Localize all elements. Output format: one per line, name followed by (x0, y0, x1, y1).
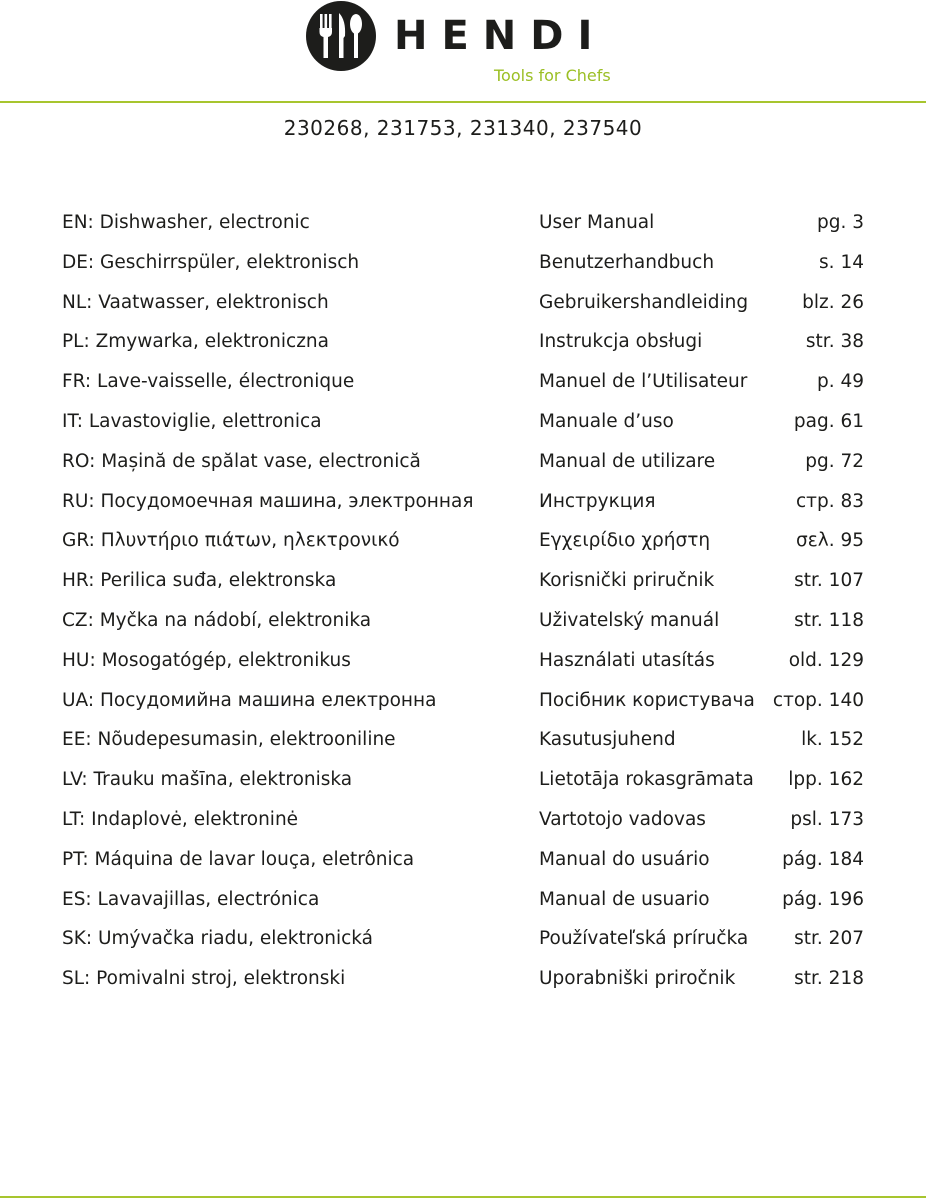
manual-title: Kasutusjuhend (539, 729, 676, 751)
manual-title: Korisnički priručnik (539, 570, 715, 592)
page-reference: s. 14 (819, 251, 864, 273)
product-name: CZ: Myčka na nádobí, elektronika (62, 609, 372, 631)
language-row (0, 523, 926, 563)
product-name: LT: Indaplovė, elektroninė (62, 808, 299, 830)
product-name: NL: Vaatwasser, elektronisch (62, 291, 329, 313)
header-divider (0, 101, 926, 103)
manual-title: Инструкция (539, 490, 656, 512)
product-name: SK: Umývačka riadu, elektronická (62, 928, 374, 950)
page-reference: str. 218 (794, 968, 864, 990)
manual-title: Lietotāja rokasgrāmata (539, 769, 754, 791)
product-name: ES: Lavavajillas, electrónica (62, 888, 320, 910)
model-numbers: 230268, 231753, 231340, 237540 (283, 116, 643, 140)
manual-title: Εγχειρίδιο χρήστη (539, 530, 711, 552)
page-reference: pag. 61 (793, 410, 864, 432)
page-reference: str. 38 (805, 331, 864, 353)
page-reference: str. 207 (794, 928, 864, 950)
brand-tagline: Tools for Chefs (494, 66, 611, 85)
page-reference: str. 107 (794, 570, 864, 592)
product-name: IT: Lavastoviglie, elettronica (62, 410, 322, 432)
manual-title: Uporabniški priročnik (539, 968, 736, 990)
manual-title: Používateľská príručka (539, 928, 749, 950)
language-row (0, 842, 926, 882)
manual-title: Посібник користувача (539, 689, 755, 711)
language-row (0, 444, 926, 484)
language-row (0, 324, 926, 364)
language-row (0, 722, 926, 762)
product-name: DE: Geschirrspüler, elektronisch (62, 251, 360, 273)
footer-divider (0, 1196, 926, 1198)
language-row (0, 484, 926, 524)
product-name: SL: Pomivalni stroj, elektronski (62, 968, 346, 990)
manual-title: Manuel de l’Utilisateur (539, 371, 748, 393)
page-reference: σελ. 95 (796, 530, 864, 552)
manual-title: Benutzerhandbuch (539, 251, 715, 273)
manual-title: Manual de utilizare (539, 450, 716, 472)
page-reference: pg. 72 (805, 450, 864, 472)
page-reference: lpp. 162 (788, 769, 864, 791)
language-row (0, 404, 926, 444)
language-row (0, 245, 926, 285)
product-name: EN: Dishwasher, electronic (62, 212, 310, 233)
product-name: RU: Посудомоечная машина, электронная (62, 490, 474, 512)
language-index (0, 205, 926, 1001)
language-row (0, 603, 926, 643)
manual-title: User Manual (539, 212, 655, 233)
product-name: PT: Máquina de lavar louça, eletrônica (62, 848, 415, 870)
product-name: HU: Mosogatógép, elektronikus (62, 649, 351, 671)
language-row (0, 285, 926, 325)
product-name: LV: Trauku mašīna, elektroniska (62, 769, 353, 791)
page-reference: psl. 173 (790, 808, 864, 830)
manual-title: Instrukcja obsługi (539, 331, 703, 353)
product-name: PL: Zmywarka, elektroniczna (62, 331, 329, 353)
language-row (0, 205, 926, 245)
page-reference: pág. 196 (782, 888, 864, 910)
page-reference: str. 118 (794, 609, 864, 631)
language-row (0, 961, 926, 1001)
manual-title: Manuale d’uso (539, 410, 674, 432)
page-reference: old. 129 (788, 649, 864, 671)
manual-title: Manual de usuario (539, 888, 710, 910)
page-reference: стор. 140 (772, 689, 864, 711)
manual-title: Manual do usuário (539, 848, 710, 870)
page-reference: стр. 83 (796, 490, 864, 512)
language-row (0, 921, 926, 961)
product-name: EE: Nõudepesumasin, elektrooniline (62, 729, 396, 751)
language-row (0, 762, 926, 802)
page-reference: blz. 26 (802, 291, 864, 313)
product-name: HR: Perilica suđa, elektronska (62, 570, 337, 592)
brand-logo (305, 0, 635, 96)
language-row (0, 643, 926, 683)
language-row (0, 882, 926, 922)
manual-title: Uživatelský manuál (539, 609, 720, 631)
language-row (0, 802, 926, 842)
product-name: GR: Πλυντήριο πιάτων, ηλεκτρονικό (62, 530, 400, 552)
product-name: RO: Mașină de spălat vase, electronică (62, 450, 421, 472)
manual-title: Használati utasítás (539, 649, 715, 671)
language-row (0, 683, 926, 723)
product-name: UA: Посудомийна машина електронна (62, 689, 437, 711)
manual-title: Vartotojo vadovas (539, 808, 706, 830)
page-reference: pág. 184 (782, 848, 864, 870)
product-name: FR: Lave-vaisselle, électronique (62, 371, 355, 393)
brand-name: HENDI (394, 13, 607, 59)
manual-title: Gebruikershandleiding (539, 291, 749, 313)
page-reference: p. 49 (816, 371, 864, 393)
page-reference: lk. 152 (801, 729, 864, 751)
page-reference: pg. 3 (816, 212, 864, 233)
language-row (0, 364, 926, 404)
cutlery-circle-icon (305, 0, 377, 72)
language-row (0, 563, 926, 603)
